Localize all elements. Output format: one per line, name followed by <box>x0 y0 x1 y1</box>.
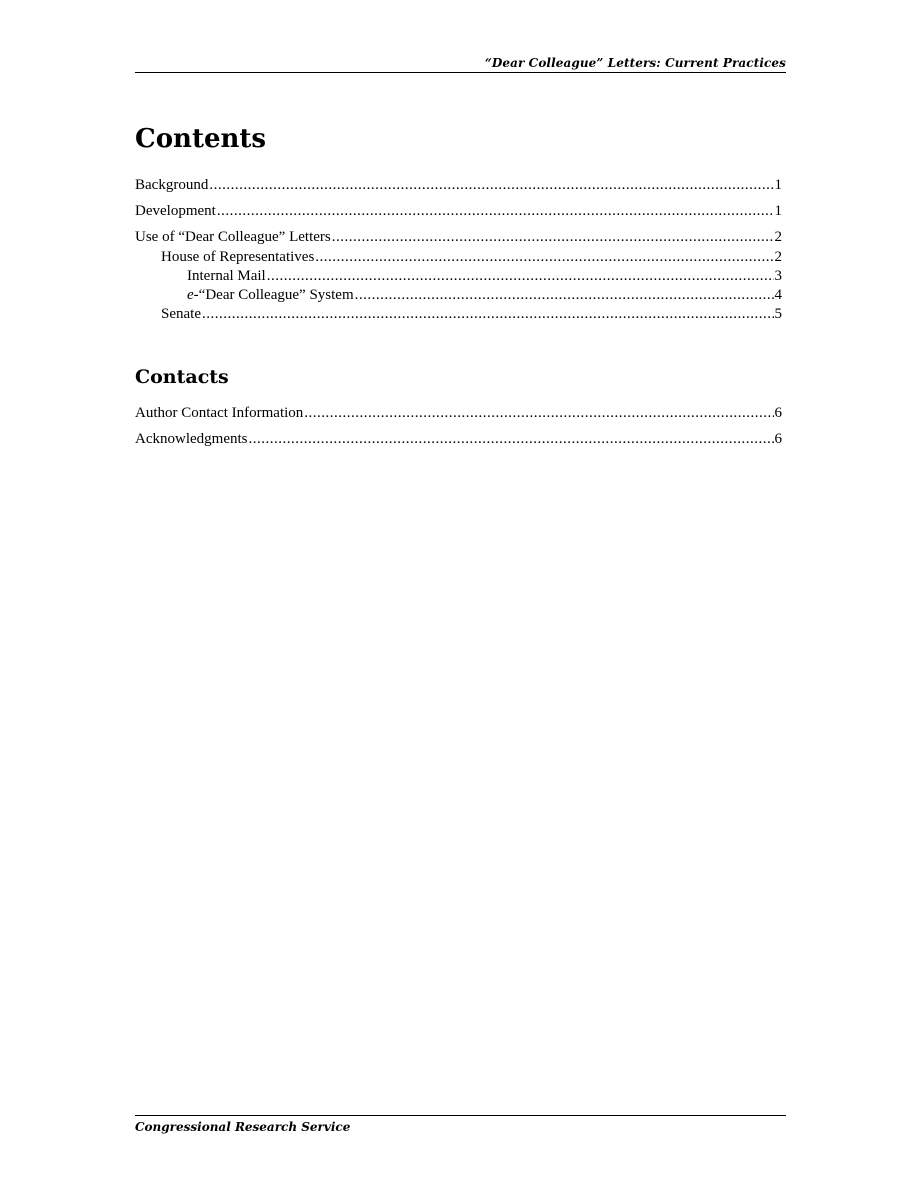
dot-leader <box>355 286 774 304</box>
toc-entry-house-of-representatives[interactable] <box>135 248 782 266</box>
toc-entry-label: Background <box>135 177 209 193</box>
toc-entry-background[interactable] <box>135 176 782 194</box>
toc-entry-label: Development <box>135 203 216 219</box>
toc-entry-development[interactable] <box>135 202 782 220</box>
toc-entry-label-rest: -“Dear Colleague” System <box>193 287 354 303</box>
footer-rule <box>135 1115 786 1116</box>
dot-leader <box>209 176 773 194</box>
toc-page-number: 6 <box>774 431 782 447</box>
toc-entry-author-contact-information[interactable] <box>135 404 782 422</box>
toc-page-number: 6 <box>774 405 782 421</box>
header-rule <box>135 72 786 73</box>
toc-entry-label: Author Contact Information <box>135 405 304 421</box>
toc-page-number: 2 <box>774 229 782 245</box>
contents-heading: Contents <box>135 124 267 154</box>
table-of-contents <box>135 176 782 324</box>
toc-entry-label: Senate <box>161 306 201 322</box>
toc-page-number: 2 <box>774 249 782 265</box>
toc-page-number: 5 <box>774 306 782 322</box>
dot-leader <box>304 404 773 422</box>
toc-entry-label: Internal Mail <box>187 268 266 284</box>
dot-leader <box>217 202 774 220</box>
toc-entry-use-of-dear-colleague-letters[interactable] <box>135 228 782 246</box>
toc-entry-senate[interactable] <box>135 305 782 323</box>
toc-entry-label: Use of “Dear Colleague” Letters <box>135 229 331 245</box>
toc-entry-label-italic-prefix: e <box>187 287 194 303</box>
running-header: “Dear Colleague” Letters: Current Practices <box>484 56 786 70</box>
dot-leader <box>267 267 774 285</box>
dot-leader <box>332 228 774 246</box>
toc-page-number: 1 <box>774 203 782 219</box>
toc-entry-e-dear-colleague-system[interactable] <box>135 286 782 304</box>
toc-page-number: 1 <box>774 177 782 193</box>
toc-entry-label: Acknowledgments <box>135 431 248 447</box>
contacts-heading: Contacts <box>135 366 229 388</box>
toc-page-number: 3 <box>774 268 782 284</box>
dot-leader <box>315 248 773 266</box>
toc-page-number: 4 <box>774 287 782 303</box>
toc-entry-acknowledgments[interactable] <box>135 430 782 448</box>
dot-leader <box>202 305 774 323</box>
toc-entry-label <box>187 286 354 304</box>
dot-leader <box>248 430 773 448</box>
running-footer: Congressional Research Service <box>135 1120 351 1134</box>
toc-entry-label: House of Representatives <box>161 249 315 265</box>
contacts-list <box>135 404 782 456</box>
toc-entry-internal-mail[interactable] <box>135 267 782 285</box>
